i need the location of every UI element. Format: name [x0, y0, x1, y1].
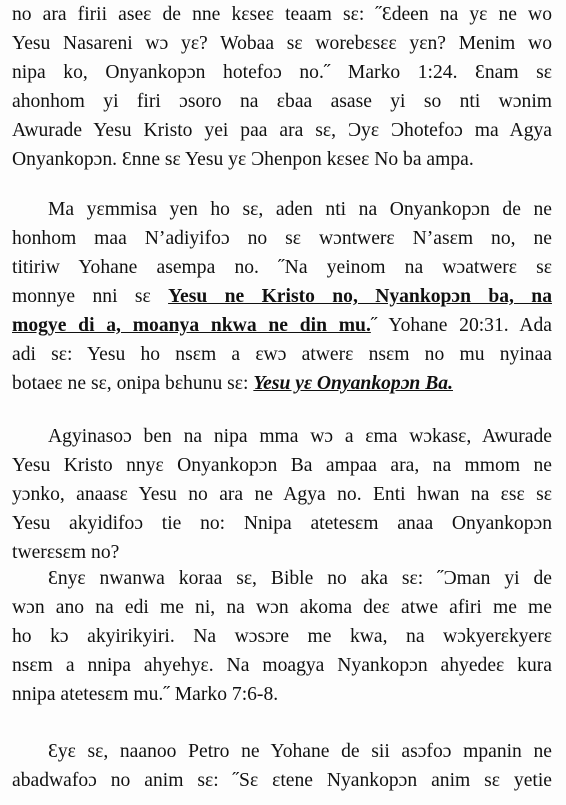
text-line: Ma yɛmmisa yen ho sɛ, aden nti na Onyankopɔn de ne: [48, 199, 552, 220]
text-line: Onyankopɔn. Ɛnne sɛ Yesu yɛ Ɔhenpon kɛseɛ No ba ampa.: [12, 149, 474, 170]
text-run: ˝ Yohane 20:31. Ada: [370, 315, 552, 336]
text-line: titiriw Yohane asempa no. ˝Na yeinom na wɔatwerɛ sɛ: [12, 257, 552, 278]
text-line: nipa ko, Onyankopɔn hotefoɔ no.˝ Marko 1:24. Ɛnam sɛ: [12, 62, 552, 83]
emphasis-text: Yesu yɛ Onyankopɔn Ba.: [253, 373, 453, 394]
text-line: yɔnko, anaasɛ Yesu no ara ne Agya no. Enti hwan na ɛsɛ sɛ: [12, 484, 552, 505]
text-line: Awurade Yesu Kristo yei paa ara sɛ, Ɔyɛ Ɔhotefoɔ ma Agya: [12, 120, 552, 141]
text-line: Ɛyɛ sɛ, naanoo Petro ne Yohane de sii asɔfoɔ mpanin ne: [48, 741, 552, 762]
paragraph-3: [12, 422, 552, 567]
paragraph-1: [12, 0, 552, 174]
text-line: Yesu Kristo nnyɛ Onyankopɔn Ba ampaa ara, na mmom ne: [12, 455, 552, 476]
paragraph-5: [12, 737, 552, 795]
text-line: no ara firii aseɛ de nne kɛseɛ teaam sɛ: ˝Ɛdeen na yɛ ne wo: [12, 4, 552, 25]
text-line: Yesu Nasareni wɔ yɛ? Wobaa sɛ worebɛsɛɛ yɛn? Menim wo: [12, 33, 552, 54]
text-line: twerɛsɛm no?: [12, 542, 120, 563]
text-line: ho kɔ akyirikyiri. Na wɔsɔre me kwa, na wɔkyerɛkyerɛ: [12, 626, 552, 647]
text-line: abadwafoɔ no anim sɛ: ˝Sɛ ɛtene Nyankopɔn anim sɛ yetie: [12, 770, 552, 791]
text-line: Agyinasoɔ ben na nipa mma wɔ a ɛma wɔkasɛ, Awurade: [48, 426, 552, 447]
text-line: nnipa atetesɛm mu.˝ Marko 7:6-8.: [12, 684, 279, 705]
text-line: [12, 369, 552, 398]
text-run: botaeɛ ne sɛ, onipa bɛhunu sɛ:: [12, 373, 254, 394]
text-line: [12, 282, 552, 311]
text-line: ahonhom yi firi ɔsoro na ɛbaa asase yi so nti wɔnim: [12, 91, 552, 112]
emphasis-text: mogye di a, moanya nkwa ne din mu.: [12, 315, 371, 336]
paragraph-4: [12, 564, 552, 709]
text-line: adi sɛ: Yesu ho nsɛm a ɛwɔ atwerɛ nsɛm no mu nyinaa: [12, 344, 552, 365]
text-line: nsɛm a nnipa ahyehyɛ. Na moagya Nyankopɔn ahyedeɛ kura: [12, 655, 552, 676]
text-run: monnye nni sɛ: [12, 286, 169, 307]
emphasis-text: Yesu ne Kristo no, Nyankopɔn ba, na: [168, 286, 552, 307]
text-line: honhom maa N’adiyifoɔ no sɛ wɔntwerɛ N’asɛm no, ne: [12, 228, 552, 249]
text-line: [12, 311, 552, 340]
text-line: Yesu akyidifoɔ tie no: Nnipa atetesɛm anaa Onyankopɔn: [12, 513, 552, 534]
text-line: wɔn ano na edi me ni, na wɔn akoma deɛ atwe afiri me me: [12, 597, 552, 618]
paragraph-2: [12, 195, 552, 398]
text-line: Ɛnyɛ nwanwa koraa sɛ, Bible no aka sɛ: ˝Ɔman yi de: [48, 568, 552, 589]
